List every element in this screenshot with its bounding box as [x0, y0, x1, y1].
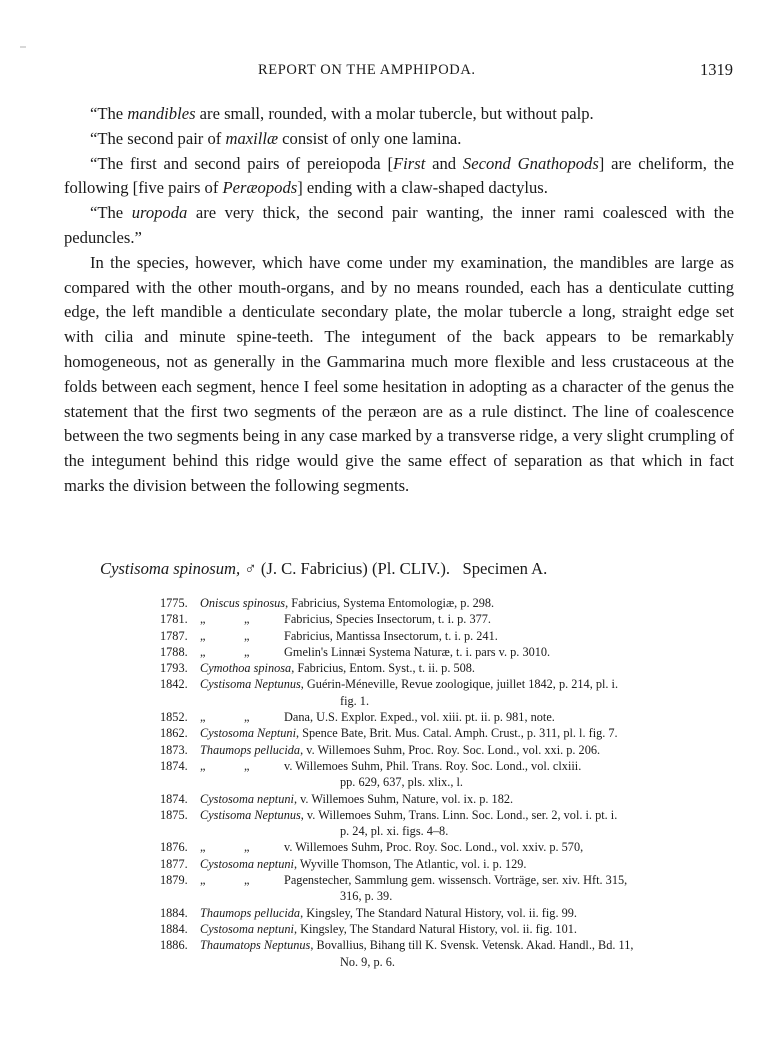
- synonymy-citation: [200, 905, 730, 921]
- synonymy-citation: [200, 611, 730, 627]
- synonymy-continuation: fig. 1.: [340, 693, 370, 708]
- synonymy-reference: , Kingsley, The Standard Natural History, vol. ii. fig. 101.: [293, 921, 577, 936]
- species-heading: Cystisoma spinosum, ♂ (J. C. Fabricius) (Pl. CLIV.). Specimen A.: [100, 559, 548, 578]
- synonymy-entry: [160, 921, 730, 937]
- synonymy-entry: [160, 856, 730, 872]
- synonymy-reference: Fabricius, Mantissa Insectorum, t. i. p. 241.: [284, 628, 498, 643]
- synonymy-year: 1877.: [160, 856, 188, 871]
- synonymy-citation: [200, 758, 730, 791]
- synonymy-reference: , Fabricius, Entom. Syst., t. ii. p. 508.: [291, 661, 475, 676]
- synonymy-reference: Gmelin's Linnæi Systema Naturæ, t. i. pars v. p. 3010.: [284, 644, 551, 659]
- ditto-mark: „: [200, 644, 208, 659]
- synonymy-reference: , v. Willemoes Suhm, Trans. Linn. Soc. Lond., ser. 2, vol. i. pt. i.: [300, 807, 618, 822]
- synonymy-citation: [200, 644, 730, 660]
- synonymy-entry: [160, 742, 730, 758]
- synonymy-continuation: No. 9, p. 6.: [340, 954, 395, 969]
- scan-mark: [20, 46, 26, 48]
- synonymy-citation: [200, 725, 730, 741]
- ditto-mark: „: [200, 628, 208, 643]
- paragraph-uropoda: “The uropoda are very thick, the second pair wanting, the inner rami coalesced with the peduncles.”: [64, 203, 735, 247]
- synonymy-entry: [160, 611, 730, 627]
- ditto-mark: „: [200, 758, 208, 773]
- synonymy-citation: [200, 742, 730, 758]
- synonymy-taxon-name: Cystisoma Neptunus: [200, 807, 301, 822]
- synonymy-year: 1879.: [160, 873, 188, 888]
- synonymy-citation: [200, 595, 730, 611]
- synonymy-reference: Fabricius, Species Insectorum, t. i. p. 377.: [284, 612, 491, 627]
- synonymy-year: 1842.: [160, 677, 188, 692]
- synonymy-entry: [160, 791, 730, 807]
- paragraph-maxillae: “The second pair of maxillæ consist of only one lamina.: [90, 128, 462, 148]
- synonymy-citation: [200, 676, 730, 709]
- synonymy-continuation: 316, p. 39.: [340, 889, 393, 904]
- synonymy-entry: [160, 628, 730, 644]
- running-head: REPORT ON THE AMPHIPODA.: [258, 62, 476, 78]
- ditto-mark: „: [200, 710, 208, 725]
- synonymy-reference: , v. Willemoes Suhm, Nature, vol. ix. p. 182.: [293, 791, 514, 806]
- synonymy-citation: [200, 856, 730, 872]
- ditto-mark: „: [244, 758, 252, 773]
- synonymy-citation: [200, 660, 730, 676]
- synonymy-year: 1781.: [160, 612, 188, 627]
- synonymy-citation: [200, 839, 730, 855]
- ditto-mark: „: [200, 840, 208, 855]
- synonymy-citation: [200, 937, 730, 970]
- synonymy-taxon-name: Cystosoma neptuni: [200, 791, 294, 806]
- synonymy-reference: , Guérin-Méneville, Revue zoologique, juillet 1842, p. 214, pl. i.: [300, 677, 619, 692]
- synonymy-taxon-name: Cystosoma Neptuni: [200, 726, 296, 741]
- paragraph-examination: In the species, however, which have come under my examination, the mandibles are large as compared with the other mouth-organs, and by no means rounded, each has a denticulate cutting edge, the left mandible a denticulate secondary plate, the molar tubercle a long, straight edge set with cilia and minute spine-teeth. The integument of the back appears to be remarkably homogeneous, not as generally in the Gammarina much more flexible and less crustaceous at the folds between each segment, hence I feel some hesitation in adopting as a character of the genus the statement that the first two segments of the peræon are as a rule distinct. The line of coalescence between the two segments being in any case marked by a transverse ridge, a very slight crumpling of the integument behind this ridge would give the same effect of separation as that which in fact marks the division between the following segments.: [64, 252, 734, 495]
- ditto-mark: „: [244, 840, 252, 855]
- synonymy-year: 1793.: [160, 661, 188, 676]
- synonymy-citation: [200, 628, 730, 644]
- ditto-mark: „: [244, 612, 252, 627]
- synonymy-list: [160, 595, 730, 970]
- synonymy-taxon-name: Thaumops pellucida: [200, 905, 301, 920]
- synonymy-citation: [200, 709, 730, 725]
- synonymy-entry: [160, 807, 730, 840]
- synonymy-entry: [160, 905, 730, 921]
- synonymy-continuation: p. 24, pl. xi. figs. 4–8.: [340, 824, 449, 839]
- synonymy-year: 1873.: [160, 742, 188, 757]
- synonymy-year: 1876.: [160, 840, 188, 855]
- synonymy-reference: , v. Willemoes Suhm, Proc. Roy. Soc. Lond., vol. xxi. p. 206.: [300, 742, 601, 757]
- synonymy-year: 1874.: [160, 791, 188, 806]
- synonymy-reference: v. Willemoes Suhm, Phil. Trans. Roy. Soc. Lond., vol. clxiii.: [284, 758, 582, 773]
- ditto-mark: „: [200, 873, 208, 888]
- synonymy-entry: [160, 676, 730, 709]
- synonymy-reference: , Kingsley, The Standard Natural History, vol. ii. fig. 99.: [300, 905, 577, 920]
- synonymy-year: 1874.: [160, 758, 188, 773]
- synonymy-year: 1884.: [160, 921, 188, 936]
- ditto-mark: „: [244, 710, 252, 725]
- synonymy-year: 1788.: [160, 644, 188, 659]
- ditto-mark: „: [244, 628, 252, 643]
- synonymy-entry: [160, 937, 730, 970]
- paragraph-mandibles: “The mandibles are small, rounded, with a molar tubercle, but without palp.: [90, 104, 594, 123]
- synonymy-reference: Pagenstecher, Sammlung gem. wissensch. Vorträge, ser. xiv. Hft. 315,: [284, 873, 628, 888]
- paragraph-pereiopoda: “The first and second pairs of pereiopoda [First and Second Gnathopods] are cheliform, the following [five pairs of Peræopods] ending with a claw-shaped dactylus.: [64, 153, 734, 198]
- synonymy-year: 1875.: [160, 807, 188, 822]
- synonymy-citation: [200, 921, 730, 937]
- ditto-mark: „: [244, 644, 252, 659]
- synonymy-entry: [160, 758, 730, 791]
- synonymy-reference: , Wyville Thomson, The Atlantic, vol. i. p. 129.: [293, 856, 527, 871]
- synonymy-entry: [160, 725, 730, 741]
- synonymy-taxon-name: Cystosoma neptuni: [200, 921, 294, 936]
- synonymy-taxon-name: Thaumatops Neptunus: [200, 938, 311, 953]
- synonymy-continuation: pp. 629, 637, pls. xlix., l.: [340, 775, 463, 790]
- synonymy-reference: , Bovallius, Bihang till K. Svensk. Vetensk. Akad. Handl., Bd. 11,: [310, 938, 634, 953]
- synonymy-citation: [200, 872, 730, 905]
- synonymy-entry: [160, 595, 730, 611]
- synonymy-reference: , Spence Bate, Brit. Mus. Catal. Amph. Crust., p. 311, pl. l. fig. 7.: [296, 726, 618, 741]
- synonymy-entry: [160, 839, 730, 855]
- synonymy-citation: [200, 791, 730, 807]
- synonymy-year: 1884.: [160, 905, 188, 920]
- page-number: 1319: [700, 60, 733, 79]
- synonymy-entry: [160, 709, 730, 725]
- ditto-mark: „: [200, 612, 208, 627]
- synonymy-year: 1852.: [160, 710, 188, 725]
- synonymy-citation: [200, 807, 730, 840]
- synonymy-entry: [160, 644, 730, 660]
- synonymy-reference: v. Willemoes Suhm, Proc. Roy. Soc. Lond., vol. xxiv. p. 570,: [284, 840, 584, 855]
- synonymy-reference: , Fabricius, Systema Entomologiæ, p. 298.: [285, 596, 495, 610]
- ditto-mark: „: [244, 873, 252, 888]
- synonymy-year: 1886.: [160, 938, 188, 953]
- synonymy-taxon-name: Cystisoma Neptunus: [200, 677, 301, 692]
- synonymy-taxon-name: Oniscus spinosus: [200, 596, 286, 610]
- synonymy-entry: [160, 660, 730, 676]
- synonymy-reference: Dana, U.S. Explor. Exped., vol. xiii. pt. ii. p. 981, note.: [284, 710, 555, 725]
- synonymy-entry: [160, 872, 730, 905]
- body-text: [64, 102, 734, 499]
- synonymy-taxon-name: Cymothoa spinosa: [200, 661, 292, 676]
- synonymy-taxon-name: Cystosoma neptuni: [200, 856, 294, 871]
- synonymy-year: 1787.: [160, 628, 188, 643]
- synonymy-taxon-name: Thaumops pellucida: [200, 742, 301, 757]
- synonymy-year: 1862.: [160, 726, 188, 741]
- synonymy-year: 1775.: [160, 596, 188, 610]
